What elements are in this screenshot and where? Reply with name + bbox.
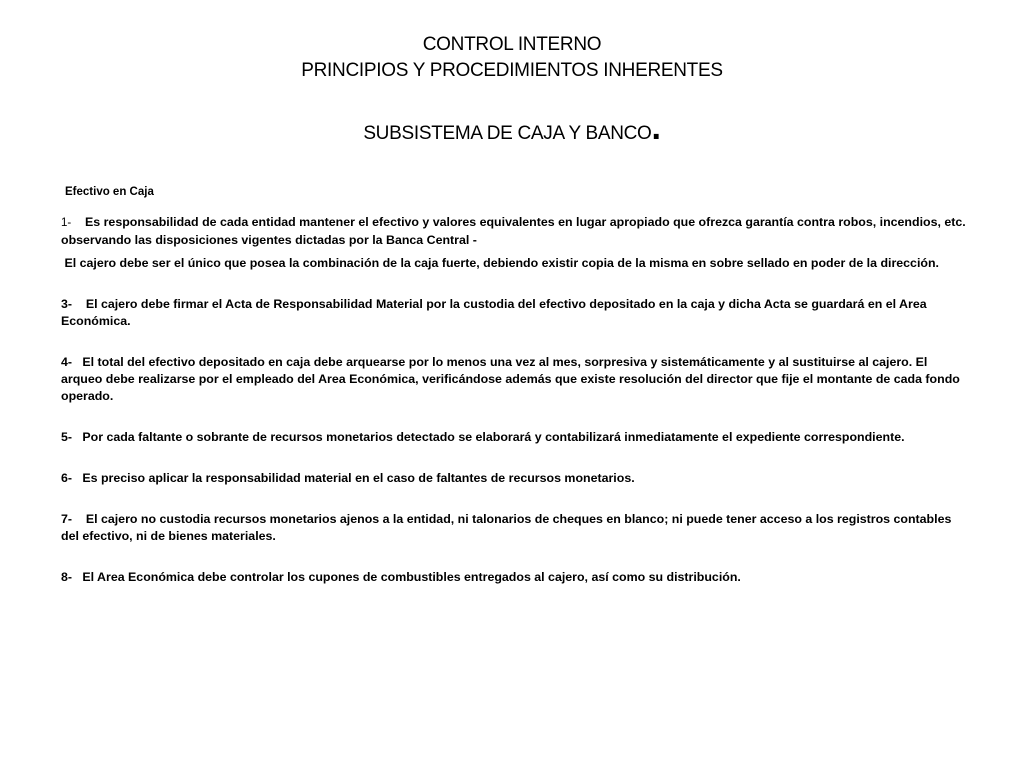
item-text: El cajero no custodia recursos monetarios ajenos a la entidad, ni talonarios de cheques en blanco; ni puede tener acceso a los registros contables del efectivo, ni de bienes materiales.	[61, 512, 952, 543]
list-item-6	[61, 470, 966, 487]
item-number: 3-	[61, 297, 73, 311]
item-text: Es preciso aplicar la responsabilidad material en el caso de faltantes de recursos monetarios.	[82, 471, 635, 485]
item-number: 6-	[61, 471, 73, 485]
list-item-2	[61, 255, 966, 272]
list-item-7	[61, 511, 966, 545]
item-text: El total del efectivo depositado en caja debe arquearse por lo menos una vez al mes, sorpresiva y sistemáticamente y al sustituirse al cajero. El arqueo debe realizarse por el empleado del Area Económica, verificándose además que existe resolución del director que fije el montante de cada fondo operado.	[61, 355, 960, 403]
item-number: 8-	[61, 570, 73, 584]
slide-title	[0, 32, 1024, 84]
title-line-2: PRINCIPIOS Y PROCEDIMIENTOS INHERENTES	[301, 60, 723, 81]
item-text: El cajero debe firmar el Acta de Responsabilidad Material por la custodia del efectivo depositado en la caja y dicha Acta se guardará en el Area Económica.	[61, 297, 927, 328]
list-item-8	[61, 569, 966, 586]
subtitle-text: SUBSISTEMA DE CAJA Y BANCO	[363, 123, 652, 144]
list-item-3	[61, 296, 966, 330]
list-item-4	[61, 354, 966, 405]
item-text: Es responsabilidad de cada entidad mantener el efectivo y valores equivalentes en lugar apropiado que ofrezca garantía contra robos, incendios, etc. observando las disposiciones vigentes dictadas por la Banca Central -	[61, 215, 966, 247]
list-item-5	[61, 429, 966, 446]
slide-subtitle	[0, 109, 1024, 147]
slide-body	[61, 184, 966, 610]
item-text: El Area Económica debe controlar los cupones de combustibles entregados al cajero, así como su distribución.	[82, 570, 741, 584]
item-text: Por cada faltante o sobrante de recursos monetarios detectado se elaborará y contabilizará inmediatamente el expediente correspondiente.	[82, 430, 905, 444]
item-number: 4-	[61, 355, 73, 369]
item-number: 5-	[61, 430, 73, 444]
section-heading: Efectivo en Caja	[65, 186, 154, 198]
item-text: El cajero debe ser el único que posea la combinación de la caja fuerte, debiendo existir copia de la misma en sobre sellado en poder de la dirección.	[64, 256, 939, 270]
item-number: 1-	[61, 217, 72, 229]
title-line-1: CONTROL INTERNO	[422, 34, 602, 55]
list-item-1	[61, 214, 966, 249]
subtitle-dot: .	[651, 109, 661, 147]
item-number: 7-	[61, 512, 73, 526]
